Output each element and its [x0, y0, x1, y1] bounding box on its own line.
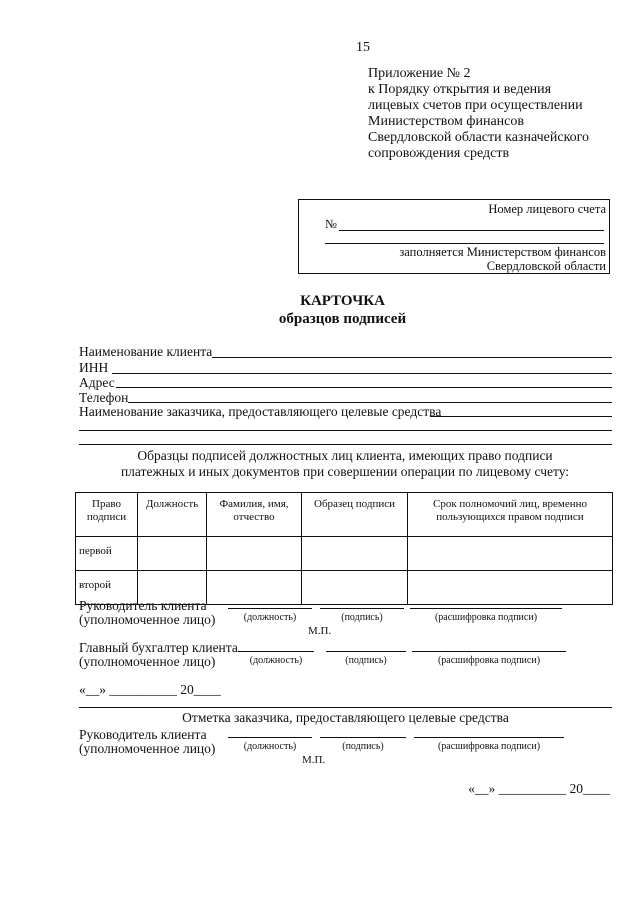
stamp-label: М.П. — [308, 625, 332, 637]
appendix-heading — [368, 66, 589, 162]
head-signature-line[interactable] — [320, 608, 404, 609]
samples-intro-line1: Образцы подписей должностных лиц клиента, имеющих право подписи — [137, 448, 553, 463]
card-title — [0, 292, 640, 328]
account-number-line-2[interactable] — [325, 243, 604, 244]
samples-intro — [75, 448, 615, 480]
header-authority-term: Срок полномочий лиц, временно пользующихся правом подписи — [408, 493, 613, 537]
appendix-line: Свердловской области казначейского — [368, 130, 590, 145]
table-cell[interactable] — [302, 537, 408, 571]
customer-head-label: Руководитель клиента — [79, 727, 207, 742]
customer-stamp-label: М.П. — [302, 754, 326, 766]
appendix-line: Министерством финансов — [368, 114, 524, 129]
appendix-line: сопровождения средств — [368, 146, 510, 161]
customer-head-authorized: (уполномоченное лицо) — [79, 741, 216, 756]
customer-field-line2[interactable] — [79, 430, 612, 431]
table-row — [76, 537, 613, 571]
customer-date-line[interactable]: «__» __________ 20____ — [468, 781, 610, 796]
address-label: Адрес — [79, 375, 115, 390]
head-authorized: (уполномоченное лицо) — [79, 612, 216, 627]
customer-field[interactable] — [430, 416, 612, 417]
table-cell[interactable] — [302, 571, 408, 605]
table-cell[interactable] — [408, 571, 613, 605]
customer-position-caption: (должность) — [243, 741, 297, 752]
customer-label: Наименование заказчика, предоставляющего целевые средства — [79, 404, 442, 419]
date-line[interactable]: «__» __________ 20____ — [79, 682, 221, 697]
customer-position-line[interactable] — [228, 737, 312, 738]
appendix-line: Приложение № 2 — [368, 66, 471, 81]
account-number-prefix: № — [325, 217, 337, 231]
customer-signature-line[interactable] — [320, 737, 406, 738]
account-note-line1: заполняется Министерством финансов — [399, 245, 606, 259]
card-title-line2: образцов подписей — [278, 311, 407, 327]
customer-field-line3[interactable] — [79, 444, 612, 445]
chief-position-caption: (должность) — [249, 655, 303, 666]
phone-field[interactable] — [128, 402, 612, 403]
account-number-line[interactable] — [339, 230, 604, 231]
table-cell[interactable] — [138, 537, 207, 571]
chief-decoding-line[interactable] — [412, 651, 566, 652]
chief-accountant-authorized: (уполномоченное лицо) — [79, 654, 216, 669]
customer-decoding-caption: (расшифровка подписи) — [437, 741, 541, 752]
inn-field[interactable] — [112, 373, 612, 374]
chief-accountant-label: Главный бухгалтер клиента — [79, 640, 238, 655]
chief-signature-line[interactable] — [326, 651, 406, 652]
head-decoding-caption: (расшифровка подписи) — [434, 612, 538, 623]
table-cell[interactable] — [207, 537, 302, 571]
head-position-line[interactable] — [228, 608, 312, 609]
customer-decoding-line[interactable] — [414, 737, 564, 738]
phone-label: Телефон — [79, 390, 129, 405]
table-cell[interactable] — [207, 571, 302, 605]
appendix-line: к Порядку открытия и ведения — [368, 82, 552, 97]
header-right: Право подписи — [76, 493, 138, 537]
head-label: Руководитель клиента — [79, 598, 207, 613]
card-title-line1: КАРТОЧКА — [300, 293, 385, 309]
head-position-caption: (должность) — [243, 612, 297, 623]
account-number-title: Номер лицевого счета — [488, 202, 606, 216]
customer-mark: Отметка заказчика, предоставляющего целевые средства — [182, 710, 509, 725]
table-cell: первой — [76, 537, 138, 571]
header-signature-sample: Образец подписи — [302, 493, 408, 537]
client-name-label: Наименование клиента — [79, 344, 213, 359]
chief-position-line[interactable] — [238, 651, 314, 652]
table-cell[interactable] — [408, 537, 613, 571]
account-note-line2: Свердловской области — [486, 259, 606, 273]
samples-intro-line2: платежных и иных документов при совершении операции по лицевому счету: — [120, 464, 570, 479]
page-number: 15 — [356, 40, 370, 55]
section-divider — [79, 707, 612, 708]
client-name-field[interactable] — [212, 357, 612, 358]
table-header-row — [76, 493, 613, 537]
signature-table — [75, 492, 613, 605]
address-field[interactable] — [116, 387, 612, 388]
table-cell: второй — [76, 571, 138, 605]
header-position: Должность — [138, 493, 207, 537]
head-decoding-line[interactable] — [410, 608, 562, 609]
chief-decoding-caption: (расшифровка подписи) — [437, 655, 541, 666]
appendix-line: лицевых счетов при осуществлении — [368, 98, 583, 113]
head-signature-caption: (подпись) — [341, 612, 383, 623]
customer-signature-caption: (подпись) — [342, 741, 384, 752]
header-full-name: Фамилия, имя, отчество — [207, 493, 302, 537]
inn-label: ИНН — [79, 360, 109, 375]
chief-signature-caption: (подпись) — [345, 655, 387, 666]
account-number-box — [298, 199, 610, 274]
